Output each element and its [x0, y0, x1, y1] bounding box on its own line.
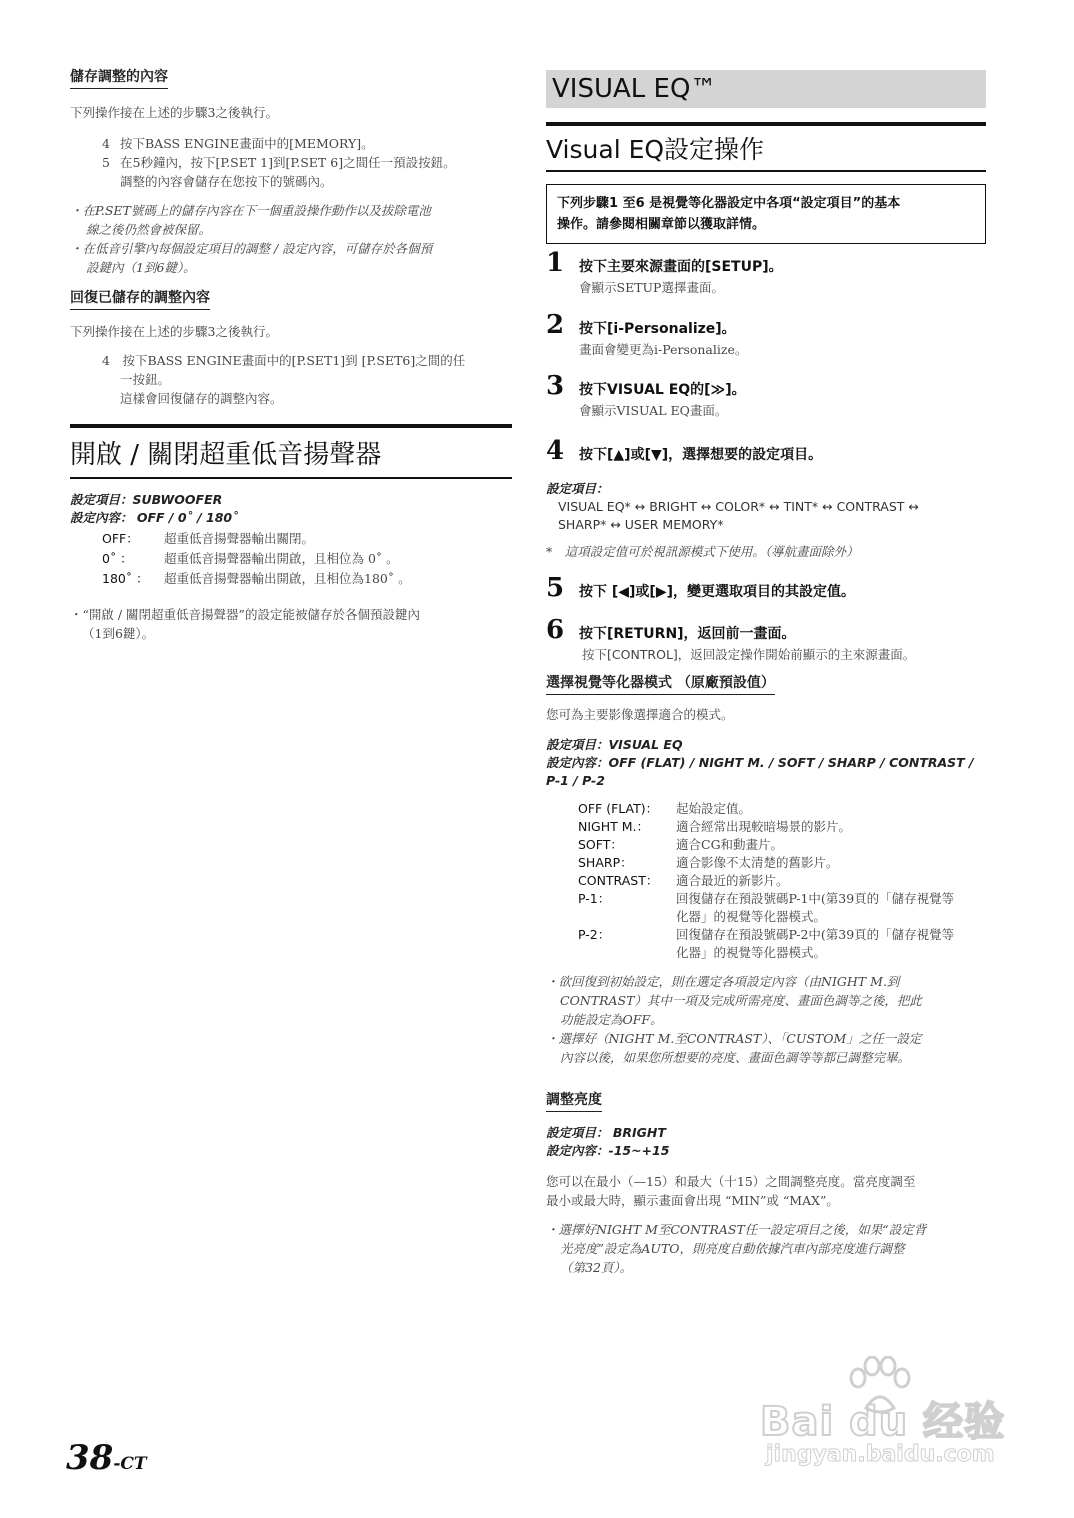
- setting-items-label: 設定項目：: [546, 481, 609, 496]
- note-line: ・欲回復到初始設定，則在選定各項設定內容（由NIGHT M.到: [546, 974, 900, 989]
- bright-heading: 調整亮度: [546, 1089, 602, 1112]
- watermark: [760, 1356, 1020, 1476]
- option-row-cont: 化器」的視覺等化器模式。: [676, 945, 827, 960]
- list-item: 一按鈕。: [120, 372, 171, 387]
- intro-box: [546, 184, 986, 244]
- setting-items-line: VISUAL EQ* ↔ BRIGHT ↔ COLOR* ↔ TINT* ↔ CONTRAST ↔: [558, 499, 919, 514]
- subwoofer-note: [70, 605, 512, 643]
- note-line: CONTRAST）其中一項及完成所需亮度、畫面色調等之後，把此: [560, 993, 922, 1008]
- mode-setting-content-cont: P-1 / P-2: [546, 773, 605, 788]
- mode-setting-content: 設定內容：OFF (FLAT) / NIGHT M. / SOFT / SHARP / CONTRAST /: [546, 755, 974, 770]
- right-column: [546, 70, 988, 1277]
- option-row: SOFT： 適合CG和動畫片。: [578, 837, 784, 852]
- option-row: 180˚ ： 超重低音揚聲器輸出開啟，且相位為180˚ 。: [102, 571, 411, 586]
- bright-notes: [546, 1220, 988, 1277]
- watermark-brand: Bai du 经验: [760, 1399, 1006, 1445]
- save-heading: 儲存調整的內容: [70, 66, 168, 89]
- box-line: 下列步驟1 至6 是視覺等化器設定中各項“設定項目”的基本: [557, 196, 901, 211]
- watermark-url: jingyan.baidu.com: [766, 1442, 995, 1467]
- list-item: 4 按下BASS ENGINE畫面中的[MEMORY]。: [102, 136, 374, 151]
- option-row: P-1： 回復儲存在預設號碼P-1中(第39頁的「儲存視覺等: [578, 891, 955, 906]
- steps-block: 1 按下主要來源畫面的[SETUP]。 會顯示SETUP選擇畫面。 2 按下[i-Personalize]。 畫面會變更為i-Personalize。 3 按下VISUAL EQ的[≫]。 會顯示VISUAL EQ畫面。 4 按下[▲]或[▼]，選擇想要的設定項目。 設定項目： VISUAL EQ* ↔ BRIGHT ↔ COLOR* ↔ TINT* ↔ CONTRAST ↔ SHARP* ↔ USER MEMORY* * 這項設定值可於視訊源模式下使用。（導航畫面除外） 5 按下 [◀]或[▶]，變更選取項目的其設定值。 6 按下[RETURN]，返回前一畫面。 按下[CONTROL]，返回設定操作開始前顯示的主來源畫面。: [546, 252, 988, 664]
- note-line: （第32頁）。: [560, 1260, 633, 1275]
- note-line: ・選擇好NIGHT M至CONTRAST任一設定項目之後，如果“設定背: [546, 1222, 927, 1237]
- asterisk-note: * 這項設定值可於視訊源模式下使用。（導航畫面除外）: [546, 544, 859, 559]
- note-line: 光亮度”設定為AUTO，則亮度自動依據汽車內部亮度進行調整: [560, 1241, 905, 1256]
- mode-options: [546, 800, 988, 962]
- list-item: 4 按下BASS ENGINE畫面中的[P.SET1]到 [P.SET6]之間的任: [102, 353, 466, 368]
- option-row: SHARP： 適合影像不太清楚的舊影片。: [578, 855, 839, 870]
- note-line: 內容以後，如果您所想要的亮度、畫面色調等等都已調整完畢。: [560, 1050, 911, 1065]
- subwoofer-title: 開啟 / 關閉超重低音揚聲器: [70, 440, 382, 470]
- note-line: ・在P.SET號碼上的儲存內容在下一個重設操作動作以及拔除電池: [70, 203, 431, 218]
- note-line: ・“開啟 / 關閉超重低音揚聲器”的設定能被儲存於各個預設鍵內: [70, 607, 420, 622]
- bright-setting-item: 設定項目： BRIGHT: [546, 1125, 666, 1140]
- list-item: 這樣會回復儲存的調整內容。: [120, 391, 283, 406]
- note-line: 功能設定為OFF。: [560, 1012, 663, 1027]
- option-row: 0˚ ： 超重低音揚聲器輸出開啟，且相位為 0˚ 。: [102, 551, 399, 566]
- visual-eq-banner: [546, 70, 986, 108]
- option-row: P-2： 回復儲存在預設號碼P-2中(第39頁的「儲存視覺等: [578, 927, 955, 942]
- list-item: 調整的內容會儲存在您按下的號碼內。: [120, 174, 333, 189]
- note-line: 線之後仍然會被保留。: [86, 222, 212, 237]
- note-line: （1到6鍵）。: [82, 626, 155, 641]
- list-item: 5 在5秒鐘內，按下[P.SET 1]到[P.SET 6]之間任一預設按鈕。: [102, 155, 456, 170]
- page-number: 38-CT: [66, 1438, 147, 1478]
- bright-desc: 您可以在最小（—15）和最大（十15）之間調整亮度。當亮度調至: [546, 1174, 916, 1189]
- bright-setting-content: 設定內容：-15~+15: [546, 1143, 670, 1158]
- option-row: NIGHT M.： 適合經常出現較暗場景的影片。: [578, 819, 852, 834]
- note-line: ・在低音引擎內每個設定項目的調整 / 設定內容，可儲存於各個預: [70, 241, 433, 256]
- mode-setting-item: 設定項目：VISUAL EQ: [546, 737, 683, 752]
- subwoofer-setting-content: 設定內容： OFF / 0˚ / 180˚: [70, 510, 239, 525]
- option-row: OFF (FLAT)： 起始設定值。: [578, 801, 752, 816]
- subwoofer-options: [70, 529, 512, 589]
- restore-steps: [70, 351, 512, 408]
- setting-items-block: [546, 480, 988, 561]
- box-line: 操作。請參閱相關章節以獲取詳情。: [557, 217, 766, 232]
- subwoofer-title-block: [70, 424, 512, 479]
- mode-intro: 您可為主要影像選擇適合的模式。: [546, 707, 734, 722]
- mode-notes: [546, 972, 988, 1067]
- mode-heading: 選擇視覺等化器模式 （原廠預設值）: [546, 672, 775, 695]
- restore-intro: 下列操作接在上述的步驟3之後執行。: [70, 324, 278, 339]
- option-row: OFF： 超重低音揚聲器輸出關閉。: [102, 531, 315, 546]
- subwoofer-setting-item: 設定項目：SUBWOOFER: [70, 492, 223, 507]
- bright-desc-cont: 最小或最大時，顯示畫面會出現 “MIN”或 “MAX”。: [546, 1193, 839, 1208]
- setting-items-line: SHARP* ↔ USER MEMORY*: [558, 517, 724, 532]
- section-title-block: [546, 122, 986, 172]
- save-steps: [70, 134, 512, 191]
- save-notes: [70, 201, 512, 277]
- banner-title: VISUAL EQ™: [552, 74, 717, 104]
- note-line: 設鍵內（1到6鍵）。: [86, 260, 196, 275]
- option-row: CONTRAST： 適合最近的新影片。: [578, 873, 789, 888]
- note-line: ・選擇好（NIGHT M.至CONTRAST）、「CUSTOM」之任一設定: [546, 1031, 922, 1046]
- left-column: [70, 66, 512, 643]
- restore-heading: 回復已儲存的調整內容: [70, 287, 210, 310]
- save-intro: 下列操作接在上述的步驟3之後執行。: [70, 105, 278, 120]
- section-title: Visual EQ設定操作: [546, 135, 765, 164]
- option-row-cont: 化器」的視覺等化器模式。: [676, 909, 827, 924]
